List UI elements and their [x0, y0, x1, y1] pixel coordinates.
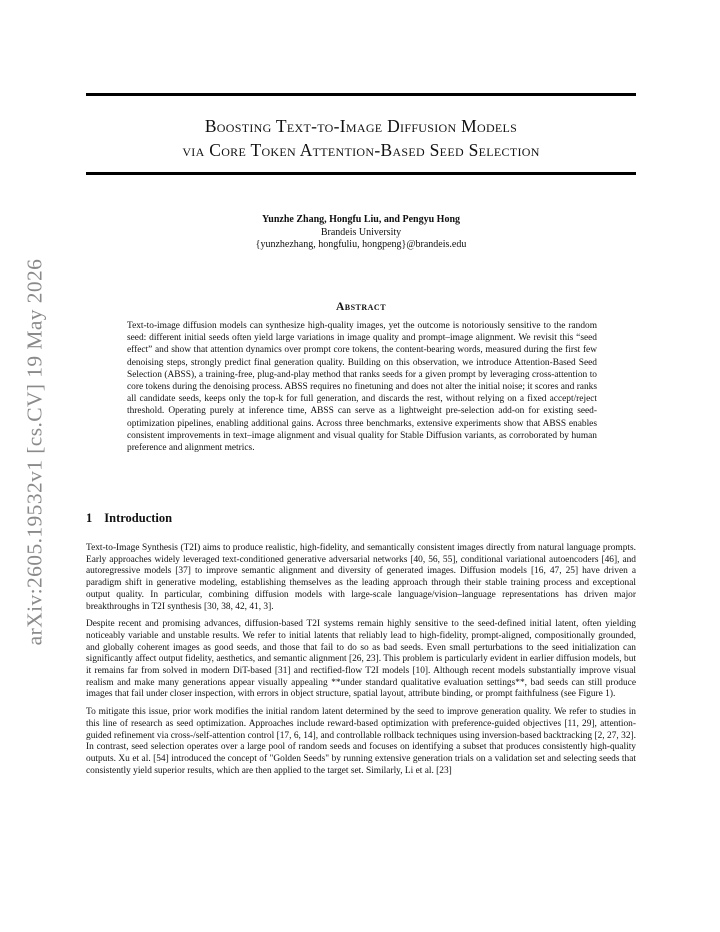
section-title: Introduction — [104, 511, 173, 525]
author-names: Yunzhe Zhang, Hongfu Liu, and Pengyu Hong — [261, 214, 461, 225]
author-block — [86, 214, 636, 252]
paragraph-3: To mitigate this issue, prior work modifies the initial random latent determined by the seed to improve generation quality. We refer to studies in this line of research as seed optimization. Approaches include reward-based optimization with preference-guided objectives [11, 29], attention-guided refinement via cross-/self-attention control [17, 6, 14], and controllable rollback techniques using inversion-based backtracking [2, 27, 32]. In contrast, seed selection operates over a large pool of random seeds and focuses on identifying a subset that produces consistently high-quality outputs. Xu et al. [54] introduced the concept of "Golden Seeds" by running extensive generation trials on a validation set and selecting seeds that consistently yield superior results, which are then applied to the target set. Similarly, Li et al. [23] — [86, 707, 636, 776]
title-line-2: via Core Token Attention-Based Seed Selection — [182, 140, 540, 160]
abstract-heading: Abstract — [335, 301, 387, 313]
title-bottom-rule — [86, 172, 636, 175]
abstract-text: Text-to-image diffusion models can synthesize high-quality images, yet the outcome is notoriously sensitive to the random seed: different initial seeds often yield large variations in image quality and prompt–image alignment. We revisit this “seed effect” and show that attention dynamics over prompt core tokens, the content-bearing words, measured during the first few denoising steps, strongly predict final generation quality. Building on this observation, we introduce Attention-Based Seed Selection (ABSS), a training-free, plug-and-play method that ranks seeds for a given prompt by leveraging cross-attention to core tokens during the denoising process. ABSS requires no finetuning and does not alter the initial noise; it scores and ranks all candidate seeds, keeps only the top-k for full generation, and discards the rest, without relying on a fixed accept/reject threshold. Operating purely at inference time, ABSS can serve as a lightweight pre-selection add-on for existing seed-optimization pipelines, enabling additional gains. Across three benchmarks, extensive experiments show that ABSS enables consistent improvements in text–image alignment and visual quality for Stable Diffusion variants, as corroborated by human preference and alignment metrics. — [127, 321, 597, 454]
arxiv-id-text: arXiv:2605.19532v1 [cs.CV] 19 May 2026 — [22, 258, 47, 646]
paper-title — [86, 114, 636, 162]
paragraph-2: Despite recent and promising advances, diffusion-based T2I systems remain highly sensitive to the seed-defined initial latent, often yielding noticeably variable and unstable results. We refer to initial latents that reliably lead to high-fidelity, prompt-aligned, compositionally grounded, and globally coherent images as good seeds, and those that fail to do so as bad seeds. Even small perturbations to the seed initialization can significantly affect output fidelity, aesthetics, and semantic alignment [26, 23]. This problem is particularly evident in earlier diffusion models, but it remains far from solved in modern DiT-based [31] and rectified-flow T2I models [10]. Although recent models substantially improve visual realism and make many generations appear visually appealing **under standard qualitative evaluation settings**, bad seeds can still produce images that fail under closer inspection, with errors in object structure, spatial layout, attribute binding, or prompt faithfulness (see Figure 1). — [86, 619, 636, 700]
arxiv-identifier-stamp — [0, 0, 60, 932]
title-line-1: Boosting Text-to-Image Diffusion Models — [204, 116, 518, 136]
section-number: 1 — [86, 511, 93, 525]
title-top-rule — [86, 93, 636, 96]
author-emails: {yunzhezhang, hongfuliu, hongpeng}@brandeis.edu — [255, 239, 467, 250]
paragraph-1: Text-to-Image Synthesis (T2I) aims to produce realistic, high-fidelity, and semantically consistent images directly from natural language prompts. Early approaches widely leveraged text-conditioned generative adversarial networks [40, 56, 55], conditional variational autoencoders [46], and autoregressive models [37] to improve semantic alignment and diversity of generated images. Diffusion models [16, 47, 25] have driven a paradigm shift in generative modeling, establishing themselves as the leading approach through their stable training process and exceptional output quality. In particular, combining diffusion models with large-scale language/vision–language representations has driven major breakthroughs in T2I synthesis [30, 38, 42, 41, 3]. — [86, 543, 636, 612]
introduction-body — [86, 543, 636, 783]
author-affiliation: Brandeis University — [320, 226, 402, 238]
section-heading-introduction — [86, 511, 172, 526]
